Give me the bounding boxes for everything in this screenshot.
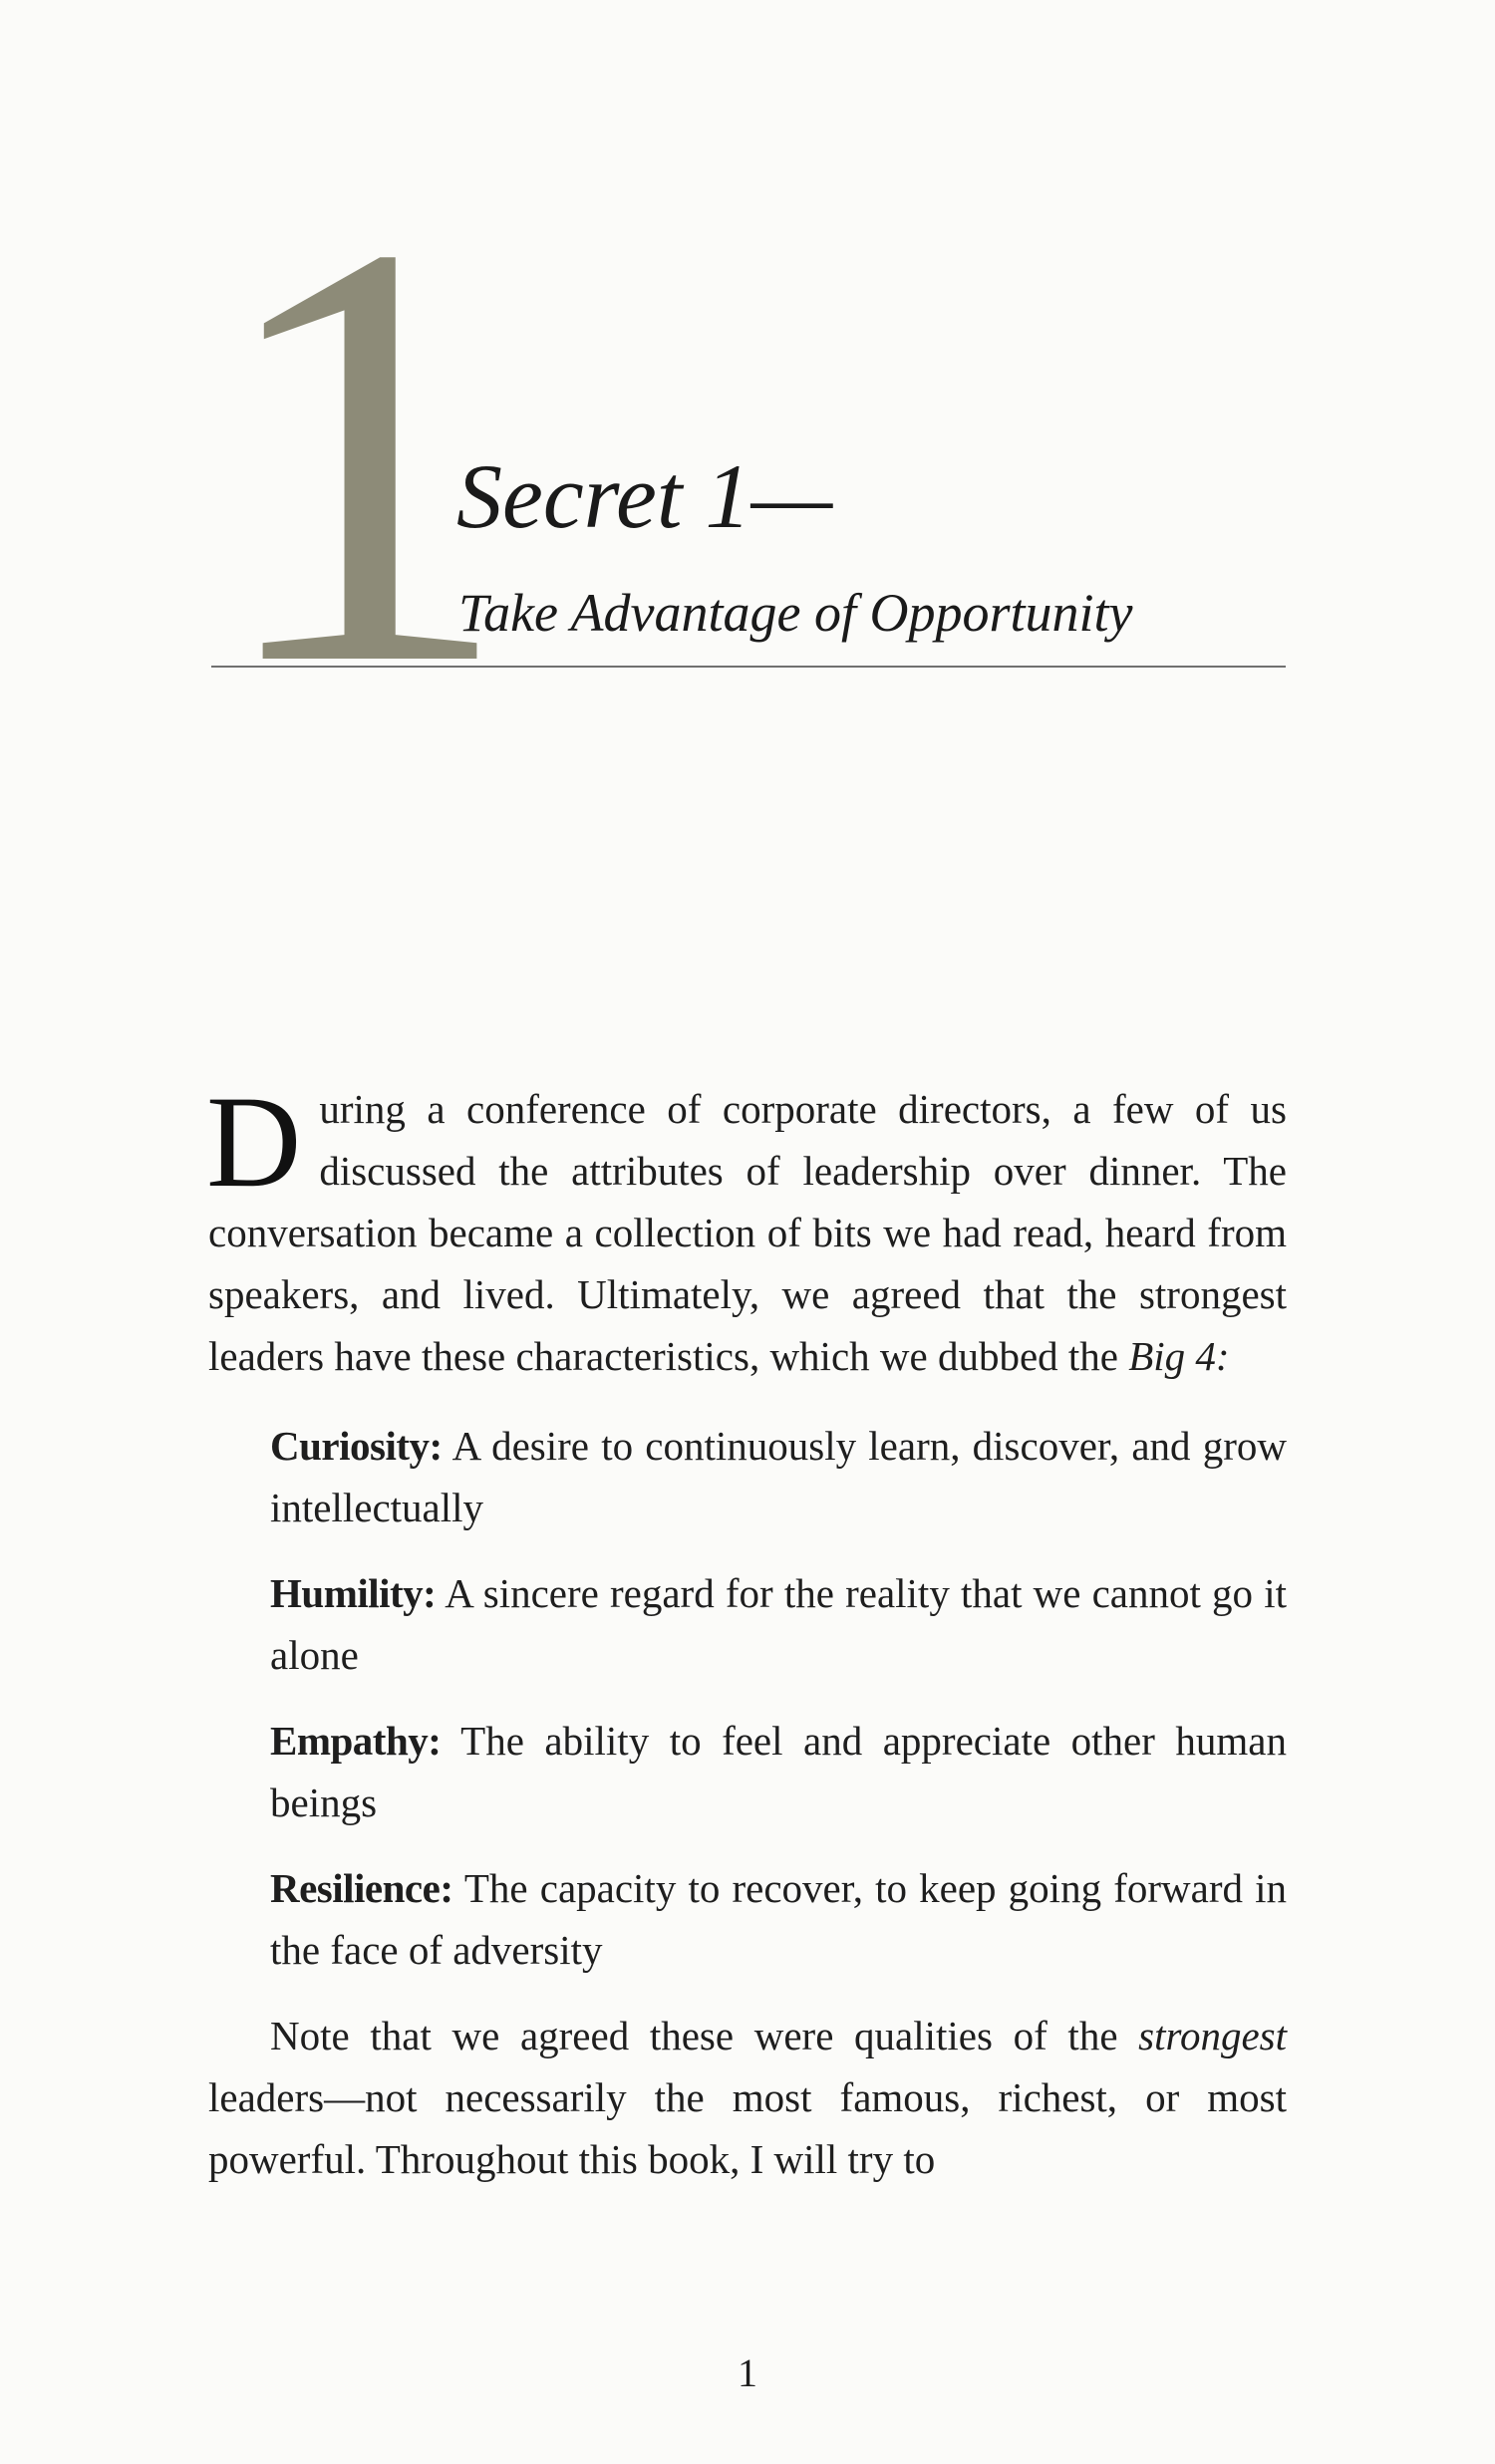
note-text-start: Note that we agreed these were qualities of the [270, 2013, 1139, 2058]
trait-term: Curiosity: [270, 1423, 443, 1469]
drop-cap: D [206, 1068, 302, 1215]
header-divider [211, 666, 1286, 668]
trait-definition: A sincere regard for the reality that we cannot go it alone [270, 1570, 1287, 1678]
trait-definition: The capacity to recover, to keep going forward in the face of adversity [270, 1865, 1287, 1973]
trait-item-curiosity [270, 1415, 1287, 1538]
note-paragraph [208, 2005, 1287, 2190]
trait-term: Resilience: [270, 1865, 453, 1911]
traits-list [270, 1415, 1287, 1981]
trait-term: Humility: [270, 1570, 437, 1616]
chapter-title: Secret 1— [456, 445, 833, 547]
trait-definition: A desire to continuously learn, discover, and grow intellectually [270, 1423, 1287, 1530]
chapter-subtitle: Take Advantage of Opportunity [458, 583, 1133, 643]
page-number: 1 [738, 2350, 757, 2395]
trait-term: Empathy: [270, 1718, 442, 1764]
trait-item-resilience [270, 1857, 1287, 1981]
big4-term: Big 4: [1128, 1333, 1230, 1379]
trait-item-empathy [270, 1710, 1287, 1833]
note-emphasis: strongest [1138, 2013, 1287, 2058]
note-text-end: leaders—not necessarily the most famous, richest, or most powerful. Throughout this book, I will try to [208, 2074, 1287, 2182]
chapter-number: 1 [209, 117, 503, 790]
trait-definition: The ability to feel and appreciate other human beings [270, 1718, 1287, 1825]
intro-paragraph [206, 1068, 1287, 1387]
intro-text: uring a conference of corporate directors, a few of us discussed the attributes of leadership over dinner. The conversation became a collection of bits we had read, heard from speakers, and lived. Ultimately, we agreed that the strongest leaders have these characteristics, which we dubbed the [208, 1086, 1287, 1379]
trait-item-humility [270, 1562, 1287, 1686]
body-text [206, 1068, 1287, 2190]
